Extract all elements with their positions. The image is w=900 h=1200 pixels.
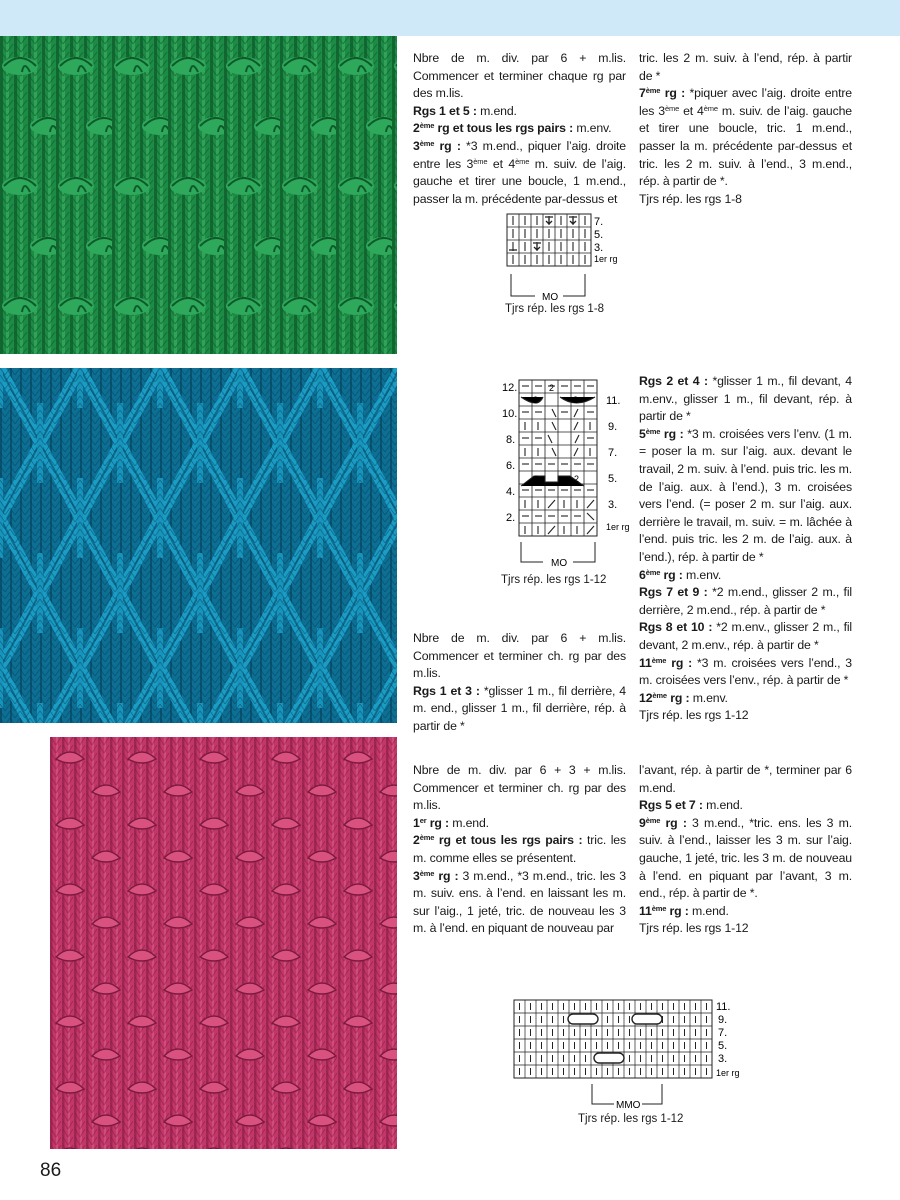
p2c2-line2: 5ème rg : *3 m. croisées vers l’env. (1 m. = poser la m. sur l’aig. aux. devant le travail, 2 m. suiv. à l’end. puis tric. les m. de l’aig. aux. à l’end.), 3 m. croisées vers l’end. (= poser 2 m. sur l’aig. aux. derrière le travail, m. suiv. = m. lâchée à l’end. puis tric. les 2 m. de l’aig. aux. à l’end.), rép. à partir de * <box>639 426 852 564</box>
p2c2-line1: Rgs 2 et 4 : *glisser 1 m., fil devant, 4 m.env., glisser 1 m., fil devant, rép. à partir de * <box>639 374 852 424</box>
top-color-band <box>0 0 900 36</box>
p2-cross-label-d: 2 <box>534 474 540 484</box>
p2-chart-row-4: 4. <box>506 486 516 498</box>
p2c2-line8: Tjrs rép. les rgs 1-12 <box>639 708 749 723</box>
p1-chart-row-1: 1er rg <box>594 254 618 264</box>
p2-chart-row-5: 5. <box>608 473 618 485</box>
p2-chart-row-9: 9. <box>608 421 618 433</box>
p2-chart-row-10: 10. <box>502 408 518 420</box>
p3-chart-mo: MMO <box>616 1100 641 1111</box>
pattern3-instructions-col2 <box>639 762 852 938</box>
p2-chart-mo: MO <box>551 558 568 569</box>
green-knit-swatch-photo <box>0 36 397 354</box>
p3c2-line2: Rgs 5 et 7 : m.end. <box>639 798 743 813</box>
p2c2-line4: Rgs 7 et 9 : *2 m.end., glisser 2 m., fil derrière, 2 m.end., rép. à partir de * <box>639 585 852 617</box>
p2-cross-label-c: 2 <box>573 395 579 405</box>
pattern3-chart-caption: Tjrs rép. les rgs 1-12 <box>578 1113 684 1125</box>
p3c2-line3: 9ème rg : 3 m.end., *tric. ens. les 3 m. suiv. à l’end., laisser les 3 m. sur l’aig. gauche, 1 jeté, tric. les 3 m. de nouveau à l’end. en piquant par l’avant, 3 m. end., rép. à partir de *. <box>639 815 852 901</box>
pattern1-instructions-col1 <box>413 50 626 208</box>
pattern3-stitch-chart <box>512 998 752 1118</box>
p1c1-line1: Nbre de m. div. par 6 + m.lis. Commencer et terminer chaque rg par des m.lis. <box>413 51 626 101</box>
p3c2-line4: 11ème rg : m.end. <box>639 903 729 918</box>
p2-chart-row-1: 1er rg <box>606 522 630 532</box>
pink-knit-swatch-photo <box>50 737 397 1149</box>
p3-chart-row-7: 7. <box>718 1027 728 1039</box>
p3c1-line2: 1er rg : m.end. <box>413 815 489 830</box>
pattern2-instructions-col1 <box>413 630 626 736</box>
p1c1-line4: 3ème rg : *3 m.end., piquer l’aig. droite entre les 3ème et 4ème m. suiv. de l’aig. gauche et tirer une boucle, 1 m.end., passer la m. précédente par-dessus et <box>413 138 626 206</box>
p1c2-line2: 7ème rg : *piquer avec l’aig. droite entre les 3ème et 4ème m. suiv. de l’aig. gauche et tirer une boucle, tric. 1 m.end., passer la m. précédente par-dessus et tric. les 2 m. suiv. à l’end., 3 m.end., rép. à partir de *. <box>639 86 852 189</box>
p1c1-line2: Rgs 1 et 5 : m.end. <box>413 103 517 118</box>
p3-chart-row-5: 5. <box>718 1040 728 1052</box>
p3c1-line3: 2ème rg et tous les rgs pairs : tric. les m. comme elles se présentent. <box>413 833 626 865</box>
p1c1-line3: 2ème rg et tous les rgs pairs : m.env. <box>413 121 612 136</box>
p1-chart-mo: MO <box>542 292 559 303</box>
page-number: 86 <box>40 1160 62 1181</box>
p2c2-line6: 11ème rg : *3 m. croisées vers l’end., 3 m. croisées vers l’env., rép. à partir de * <box>639 655 852 688</box>
p3-chart-row-1: 1er rg <box>716 1068 740 1078</box>
p2c2-line5: Rgs 8 et 10 : *2 m.env., glisser 2 m., fil devant, 2 m.env., rép. à partir de * <box>639 620 852 652</box>
p2c1-line1: Nbre de m. div. par 6 + m.lis. Commencer et terminer ch. rg par des m.lis. <box>413 631 626 681</box>
pattern2-stitch-chart <box>500 376 635 576</box>
p3-chart-row-11: 11. <box>716 1001 731 1013</box>
p1-chart-row-7: 7. <box>594 216 604 228</box>
p2-chart-row-11: 11. <box>606 395 621 407</box>
pattern1-chart-caption: Tjrs rép. les rgs 1-8 <box>505 303 605 315</box>
p2-cross-label-b: 2 <box>549 383 555 393</box>
p1-chart-row-3: 3. <box>594 242 604 254</box>
p2-cross-label-a: 2 <box>533 395 539 405</box>
p3c1-line4: 3ème rg : 3 m.end., *3 m.end., tric. les 3 m. suiv. ens. à l’end. en laissant les m. sur l’aig., 1 jeté, tric. de nouveau les 3 m. à l’end. en piquant de nouveau par <box>413 868 626 936</box>
p2-chart-row-12: 12. <box>502 382 518 394</box>
teal-knit-swatch-photo <box>0 368 397 723</box>
p3-chart-row-9: 9. <box>718 1014 728 1026</box>
p2-chart-row-3: 3. <box>608 499 618 511</box>
p2-chart-row-6: 6. <box>506 460 516 472</box>
p2c2-line7: 12ème rg : m.env. <box>639 690 728 705</box>
p2c2-line3: 6ème rg : m.env. <box>639 567 722 582</box>
p2-chart-row-8: 8. <box>506 434 516 446</box>
p3c2-line1: l’avant, rép. à partir de *, terminer par 6 m.end. <box>639 763 852 795</box>
p2-chart-row-2: 2. <box>506 512 516 524</box>
pattern2-instructions-col2 <box>639 373 852 725</box>
p3-chart-row-3: 3. <box>718 1053 728 1065</box>
p1-chart-row-5: 5. <box>594 229 604 241</box>
pattern1-instructions-col2 <box>639 50 852 208</box>
pattern2-chart-caption: Tjrs rép. les rgs 1-12 <box>501 574 607 586</box>
p1c2-line1: tric. les 2 m. suiv. à l’end, rép. à partir de * <box>639 51 852 83</box>
p3c1-line1: Nbre de m. div. par 6 + 3 + m.lis. Commencer et terminer ch. rg par des m.lis. <box>413 763 626 813</box>
p2c1-line2: Rgs 1 et 3 : *glisser 1 m., fil derrière, 4 m. end., glisser 1 m., fil derrière, rép. à partir de * <box>413 683 626 733</box>
p2-chart-row-7: 7. <box>608 447 618 459</box>
p2-cross-label-e: 2 <box>574 474 580 484</box>
pattern3-instructions-col1 <box>413 762 626 938</box>
p1c2-line3: Tjrs rép. les rgs 1-8 <box>639 191 742 206</box>
p3c2-line5: Tjrs rép. les rgs 1-12 <box>639 921 749 936</box>
